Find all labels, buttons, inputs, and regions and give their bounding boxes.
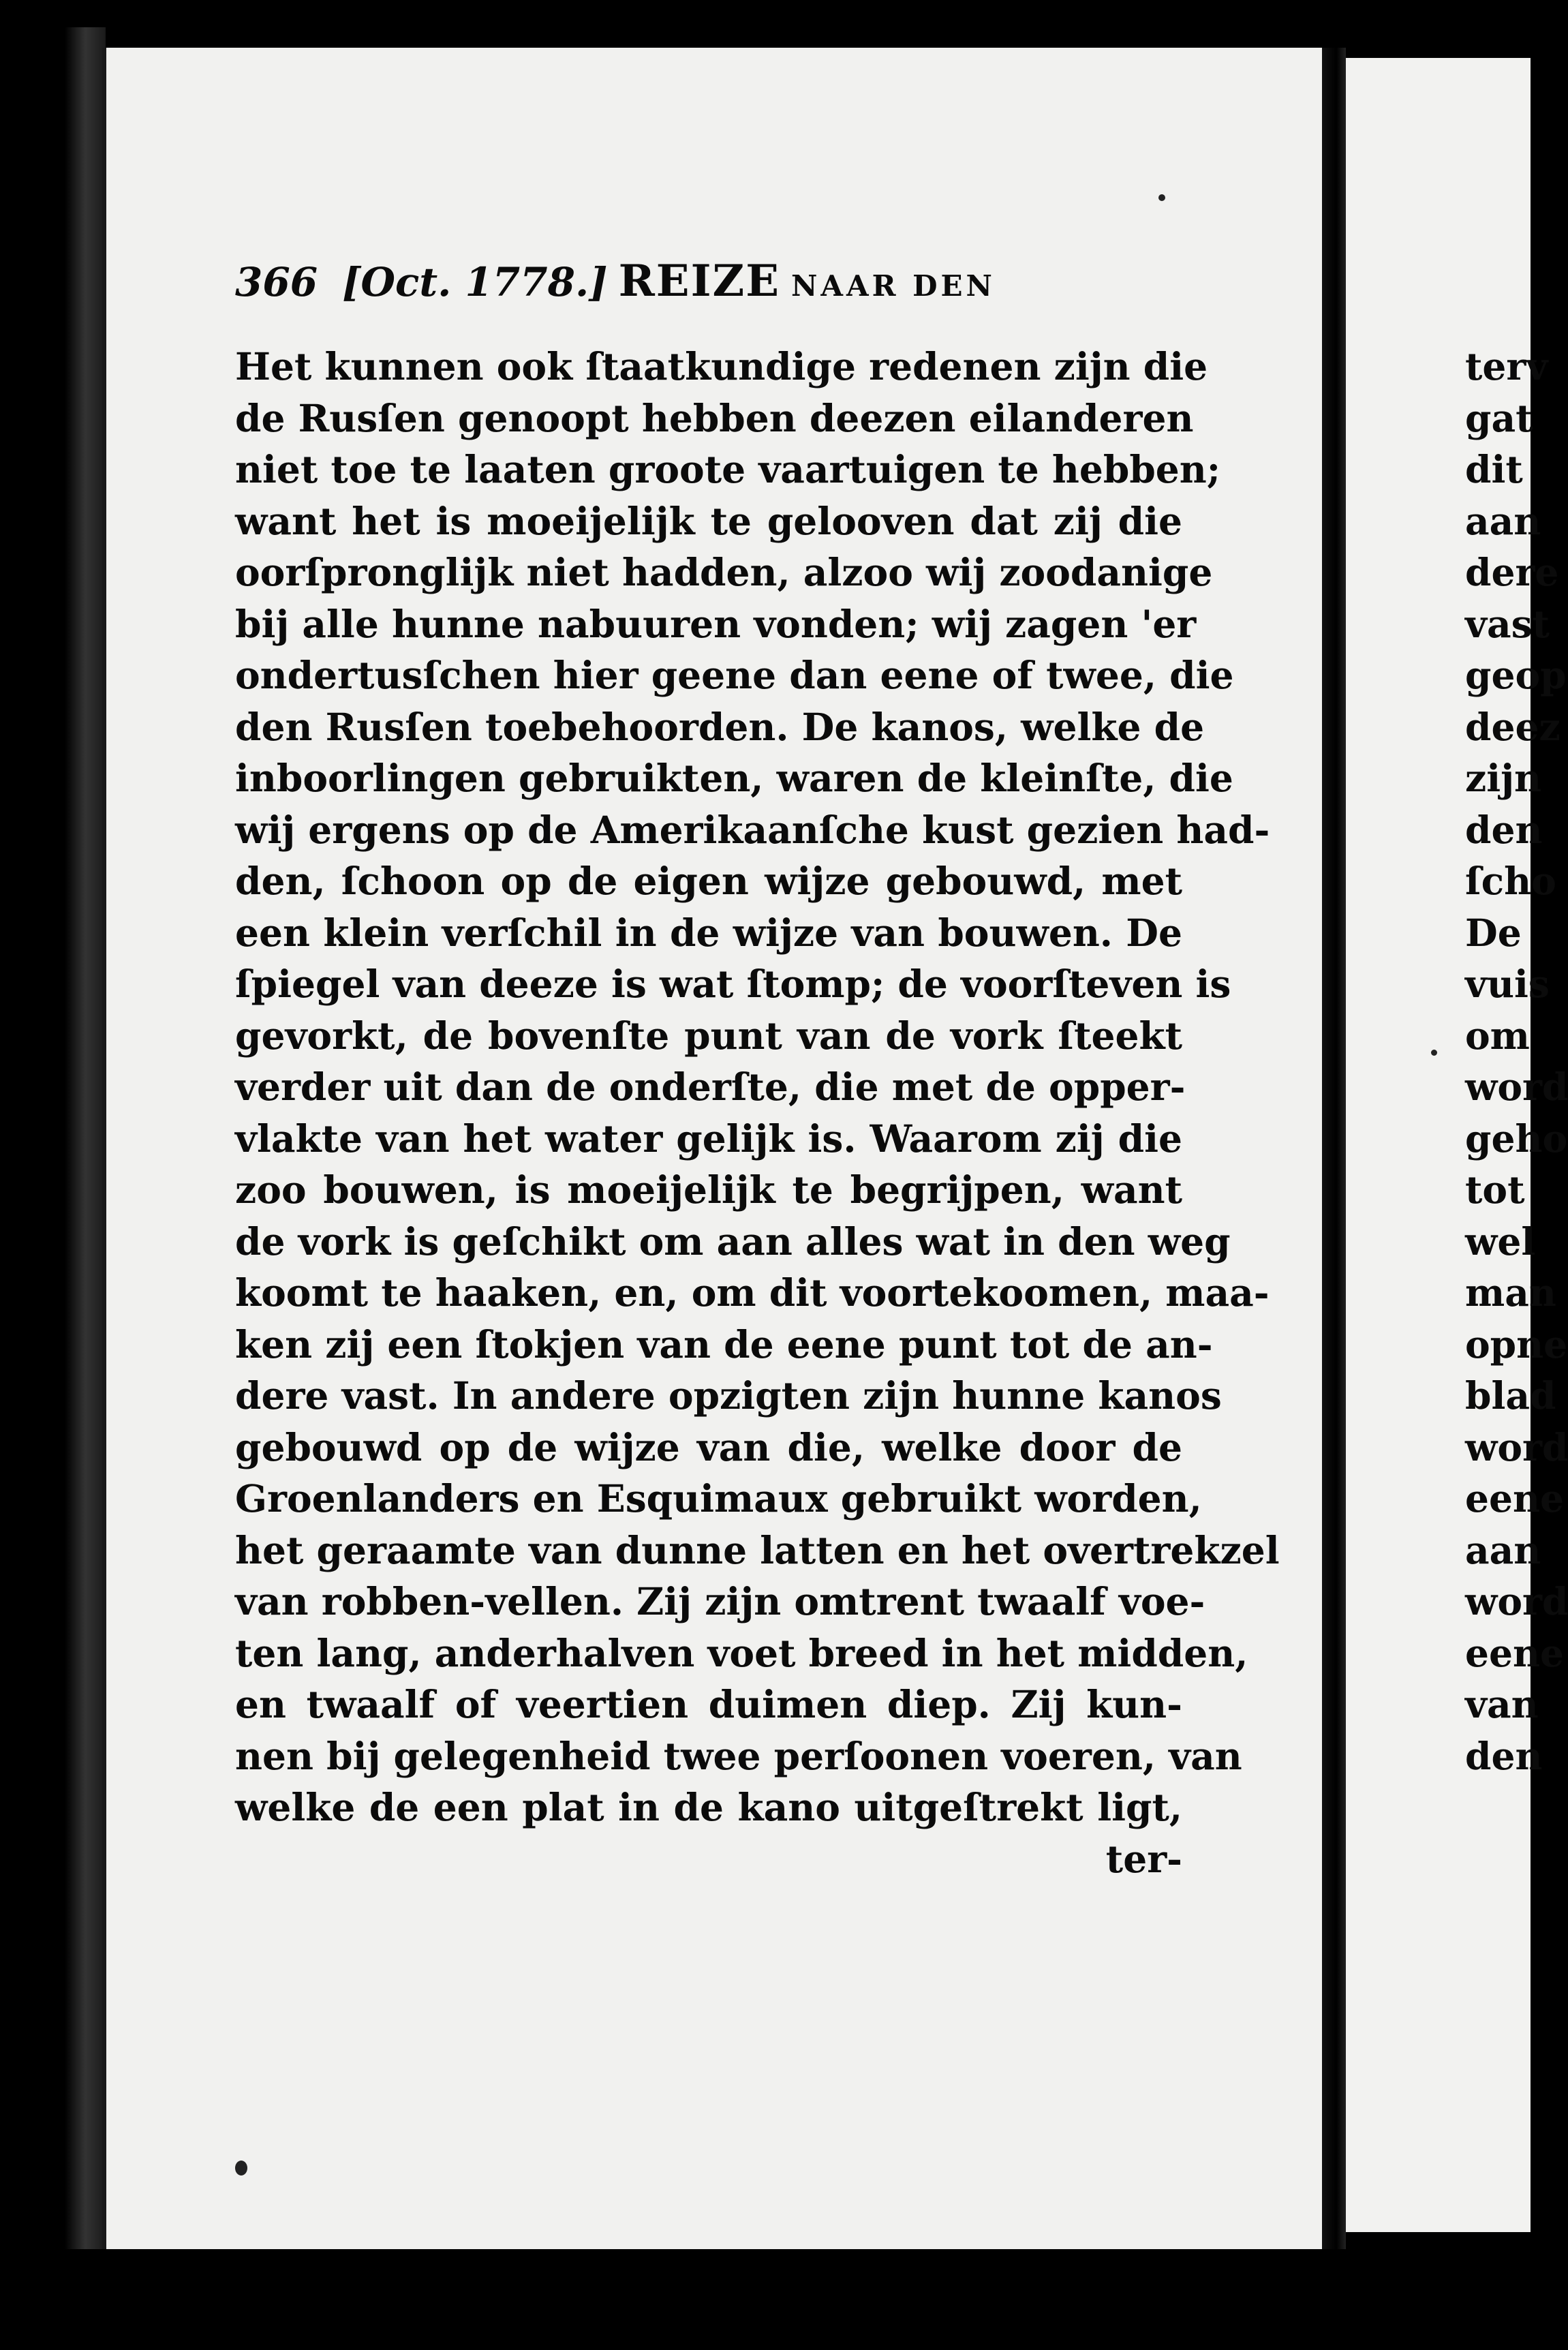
text-line: het geraamte van dunne latten en het overtrekzel [235,1527,1280,1572]
facing-line: geop [1465,653,1567,697]
book-edge-left [65,27,106,2249]
text-line: ten lang, anderhalven voet breed in het midden, [235,1630,1248,1675]
facing-line: word [1465,1579,1568,1623]
header-date: [Oct. 1778.] [342,259,608,305]
text-line: koomt te haaken, en, om dit voortekoomen, maa- [235,1270,1270,1315]
text-line: dere vast. In andere opzigten zijn hunne kanos [235,1373,1222,1418]
text-line: niet toe te laaten groote vaartuigen te hebben; [235,447,1221,491]
facing-line: wel [1465,1219,1536,1264]
scan-speck [1431,1050,1437,1056]
text-line: gevorkt, de bovenſte punt van de vork ſteekt [235,1013,1182,1058]
facing-line: gat [1465,395,1533,440]
facing-line: De [1465,910,1522,955]
text-line: wij ergens op de Amerikaanſche kust gezien had- [235,807,1270,852]
text-line: nen bij gelegenheid twee perſoonen voeren, van [235,1733,1242,1778]
text-line: Het kunnen ook ſtaatkundige redenen zijn die [235,344,1208,388]
running-title: REIZE [618,256,781,307]
text-line: een klein verſchil in de wijze van bouwen. De [235,910,1182,955]
text-line: de vork is geſchikt om aan alles wat in den weg [235,1219,1231,1264]
text-line: oorſpronglijk niet hadden, alzoo wij zoodanige [235,550,1213,594]
facing-line: eene [1465,1476,1564,1521]
facing-line: aan [1465,498,1541,543]
text-line: inboorlingen gebruikten, waren de kleinſte, die [235,756,1233,800]
text-line: van robben-vellen. Zij zijn omtrent twaalf voe- [235,1579,1205,1623]
facing-line: dit [1465,447,1523,491]
text-line: den, ſchoon op de eigen wijze gebouwd, met [235,859,1182,903]
page-header [235,256,1182,317]
text-line: verder uit dan de onderſte, die met de opper- [235,1065,1186,1109]
facing-line: opne [1465,1322,1568,1367]
facing-line: blad [1465,1373,1556,1418]
facing-line: den [1465,1733,1543,1778]
facing-line: om [1465,1013,1530,1058]
body-text [235,341,1280,1833]
facing-line: terv [1465,344,1548,388]
scan-speck [1158,194,1165,201]
facing-line: aan [1465,1527,1541,1572]
facing-line: den [1465,807,1543,852]
page-number: 366 [235,259,318,305]
facing-line: deez [1465,704,1561,749]
facing-line: van [1465,1682,1539,1726]
text-line: want het is moeijelijk te gelooven dat zij die [235,498,1182,543]
catchword: ter- [1105,1837,1182,1881]
facing-line: word [1465,1424,1568,1469]
facing-line: man [1465,1270,1556,1315]
facing-page-text [1465,341,1568,1782]
facing-line: vuis [1465,962,1550,1006]
facing-line: dere [1465,550,1559,594]
text-line: zoo bouwen, is moeijelijk te begrijpen, want [235,1168,1182,1212]
facing-line: vast [1465,601,1550,646]
text-line: gebouwd op de wijze van die, welke door de [235,1424,1182,1469]
facing-line: word [1465,1065,1568,1109]
facing-line: zijn [1465,756,1542,800]
facing-line: ſcho [1465,859,1556,903]
running-title-small: NAAR DEN [791,269,996,303]
text-line: ken zij een ſtokjen van de eene punt tot de an- [235,1322,1213,1367]
text-line: bij alle hunne nabuuren vonden; wij zagen 'er [235,601,1197,646]
text-line: Groenlanders en Esquimaux gebruikt worden, [235,1476,1202,1521]
text-line: en twaalf of veertien duimen diep. Zij kun- [235,1682,1182,1726]
text-line: vlakte van het water gelijk is. Waarom zij die [235,1116,1182,1161]
text-line: ondertusſchen hier geene dan eene of twee, die [235,653,1234,697]
scan-speck [235,2161,247,2176]
facing-line: tot [1465,1168,1525,1212]
text-line: welke de een plat in de kano uitgeſtrekt ligt, [235,1785,1182,1829]
page-gutter [1322,48,1346,2249]
facing-line: geho [1465,1116,1568,1161]
text-line: de Rusſen genoopt hebben deezen eilanderen [235,395,1194,440]
text-line: den Rusſen toebehoorden. De kanos, welke de [235,704,1205,749]
text-line: ſpiegel van deeze is wat ſtomp; de voorſteven is [235,962,1231,1006]
facing-line: eene [1465,1630,1564,1675]
